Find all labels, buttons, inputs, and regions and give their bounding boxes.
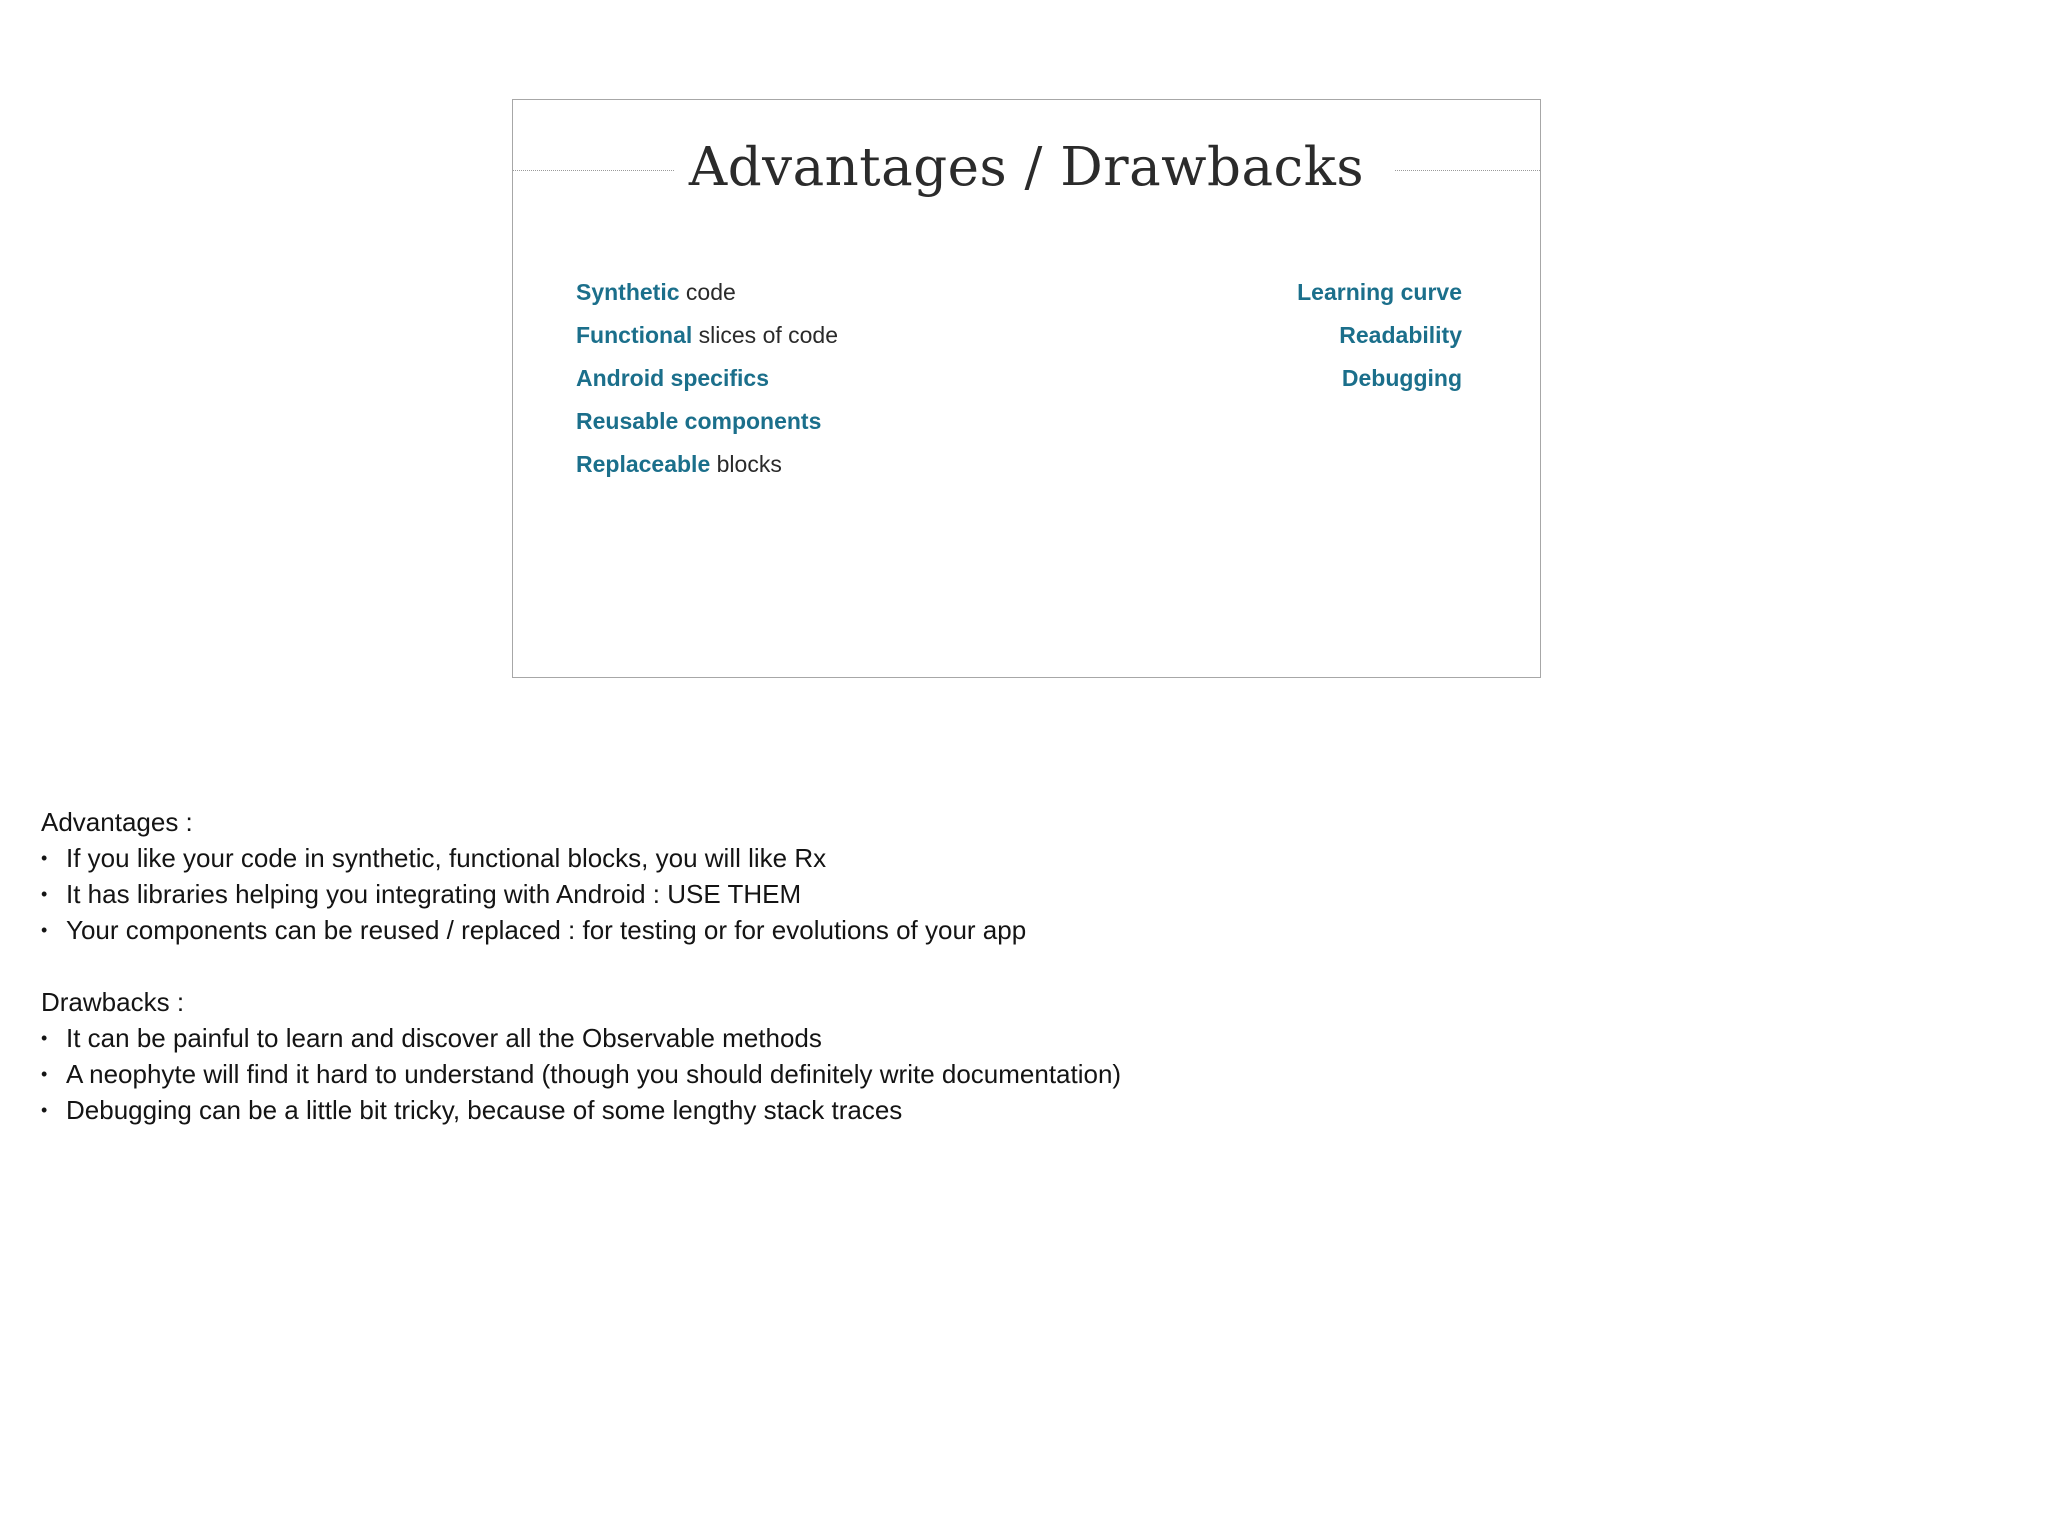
advantage-rest: code bbox=[679, 279, 736, 305]
notes-item-text: It has libraries helping you integrating with Android : USE THEM bbox=[66, 879, 802, 909]
bullet-icon: • bbox=[41, 1100, 48, 1120]
advantage-highlight: Synthetic bbox=[576, 279, 680, 305]
drawbacks-list bbox=[1297, 271, 1462, 400]
bullet-icon: • bbox=[41, 848, 48, 868]
advantage-rest: blocks bbox=[710, 451, 782, 477]
speaker-notes bbox=[41, 804, 1121, 1128]
notes-list-item bbox=[41, 1092, 1121, 1128]
slide-frame bbox=[512, 99, 1541, 678]
advantage-highlight: Functional bbox=[576, 322, 693, 348]
notes-drawbacks-heading: Drawbacks : bbox=[41, 987, 185, 1017]
notes-item-text: If you like your code in synthetic, functional blocks, you will like Rx bbox=[66, 843, 827, 873]
notes-drawbacks-list bbox=[41, 1020, 1121, 1128]
notes-list-item bbox=[41, 912, 1121, 948]
notes-item-text: Debugging can be a little bit tricky, because of some lengthy stack traces bbox=[66, 1095, 903, 1125]
advantage-highlight: Reusable components bbox=[576, 408, 822, 434]
drawback-item bbox=[1297, 271, 1462, 314]
drawback-item bbox=[1297, 357, 1462, 400]
notes-spacer bbox=[41, 948, 1121, 984]
advantage-item bbox=[576, 357, 838, 400]
notes-list-item bbox=[41, 1056, 1121, 1092]
advantage-rest: slices of code bbox=[692, 322, 839, 348]
advantage-item bbox=[576, 314, 838, 357]
bullet-icon: • bbox=[41, 1064, 48, 1084]
bullet-icon: • bbox=[41, 1028, 48, 1048]
advantage-item bbox=[576, 271, 838, 314]
notes-list-item bbox=[41, 840, 1121, 876]
drawback-label: Readability bbox=[1339, 322, 1462, 348]
advantage-item bbox=[576, 400, 838, 443]
notes-list-item bbox=[41, 876, 1121, 912]
advantage-highlight: Replaceable bbox=[576, 451, 711, 477]
advantages-list bbox=[576, 271, 838, 486]
notes-advantages-heading: Advantages : bbox=[41, 807, 193, 837]
notes-item-text: Your components can be reused / replaced : for testing or for evolutions of your app bbox=[66, 915, 1027, 945]
drawback-label: Debugging bbox=[1341, 365, 1462, 391]
bullet-icon: • bbox=[41, 884, 48, 904]
notes-advantages-list bbox=[41, 840, 1121, 948]
notes-item-text: A neophyte will find it hard to understand (though you should definitely write documentation) bbox=[66, 1059, 1122, 1089]
drawback-label: Learning curve bbox=[1297, 279, 1462, 305]
drawback-item bbox=[1297, 314, 1462, 357]
advantage-item bbox=[576, 443, 838, 486]
advantage-highlight: Android specifics bbox=[576, 365, 769, 391]
bullet-icon: • bbox=[41, 920, 48, 940]
notes-item-text: It can be painful to learn and discover all the Observable methods bbox=[66, 1023, 822, 1053]
slide-title: Advantages / Drawbacks bbox=[688, 137, 1365, 198]
notes-list-item bbox=[41, 1020, 1121, 1056]
